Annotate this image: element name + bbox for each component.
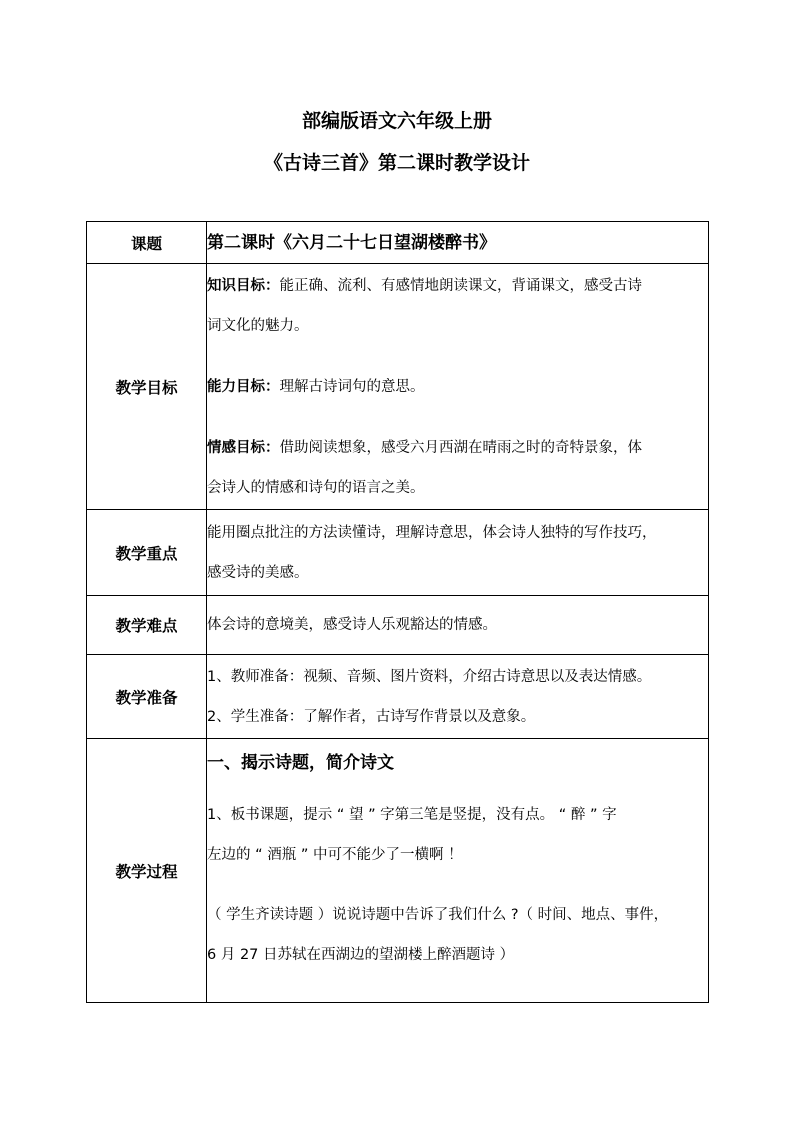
difficulties-line1: 体会诗的意境美，感受诗人乐观豁达的情感。 [207, 617, 497, 633]
document-title: 部编版语文六年级上册 [301, 110, 492, 132]
lesson-title: 第二课时《六月二十七日望湖楼醉书》 [207, 232, 496, 253]
process-p2-line2: 6 月 27 日苏轼在西湖边的望湖楼上醉酒题诗 ） [207, 947, 515, 963]
row-key-points [87, 510, 709, 596]
process-p2-line1: （ 学生齐读诗题 ）说说诗题中告诉了我们什么 ?（ 时间、地点、事件， [207, 907, 669, 923]
cell-process [207, 739, 709, 1003]
label-lesson: 课题 [87, 222, 207, 264]
ability-objective-label: 能力目标： [207, 378, 280, 395]
knowledge-objective-line1 [207, 266, 708, 306]
document-subtitle: 《古诗三首》第二课时教学设计 [263, 152, 530, 174]
cell-key-points [207, 510, 709, 596]
label-key-points: 教学重点 [87, 510, 207, 596]
cell-objectives [207, 264, 709, 510]
knowledge-objective-line2: 词文化的魅力。 [207, 317, 309, 334]
row-difficulties [87, 596, 709, 655]
label-preparation: 教学准备 [87, 655, 207, 739]
process-p1-line1: 1、板书课题，提示 “ 望 ” 字第三笔是竖提，没有点。 “ 醉 ” 字 [207, 807, 617, 823]
ability-objective [207, 367, 708, 407]
process-section-heading: 一、揭示诗题，简介诗文 [207, 753, 394, 773]
key-points-line1: 能用圈点批注的方法读懂诗，理解诗意思，体会诗人独特的写作技巧， [207, 524, 657, 541]
emotion-objective-line1 [207, 428, 708, 468]
preparation-teacher: 1、教师准备：视频、音频、图片资料，介绍古诗意思以及表达情感。 [207, 668, 652, 685]
row-objectives [87, 264, 709, 510]
ability-objective-text: 理解古诗词句的意思。 [279, 378, 425, 395]
label-process: 教学过程 [87, 739, 207, 1003]
lesson-plan-table [86, 221, 709, 1003]
cell-difficulties [207, 596, 709, 655]
process-p1-line2: 左边的 “ 酒瓶 ” 中可不能少了一横啊 ！ [207, 847, 463, 863]
knowledge-objective-text: 能正确、流利、有感情地朗读课文，背诵课文，感受古诗 [279, 277, 642, 294]
preparation-student: 2、学生准备：了解作者，古诗写作背景以及意象。 [207, 708, 536, 725]
cell-preparation [207, 655, 709, 739]
knowledge-objective-label: 知识目标： [207, 277, 280, 294]
row-lesson [87, 222, 709, 264]
label-difficulties: 教学难点 [87, 596, 207, 655]
label-objectives: 教学目标 [87, 264, 207, 510]
row-process [87, 739, 709, 1003]
emotion-objective-text: 借助阅读想象，感受六月西湖在晴雨之时的奇特景象，体 [279, 439, 642, 456]
emotion-objective-line2: 会诗人的情感和诗句的语言之美。 [207, 479, 425, 496]
emotion-objective-label: 情感目标： [207, 439, 280, 456]
cell-lesson [207, 222, 709, 264]
key-points-line2: 感受诗的美感。 [207, 564, 309, 581]
row-preparation [87, 655, 709, 739]
